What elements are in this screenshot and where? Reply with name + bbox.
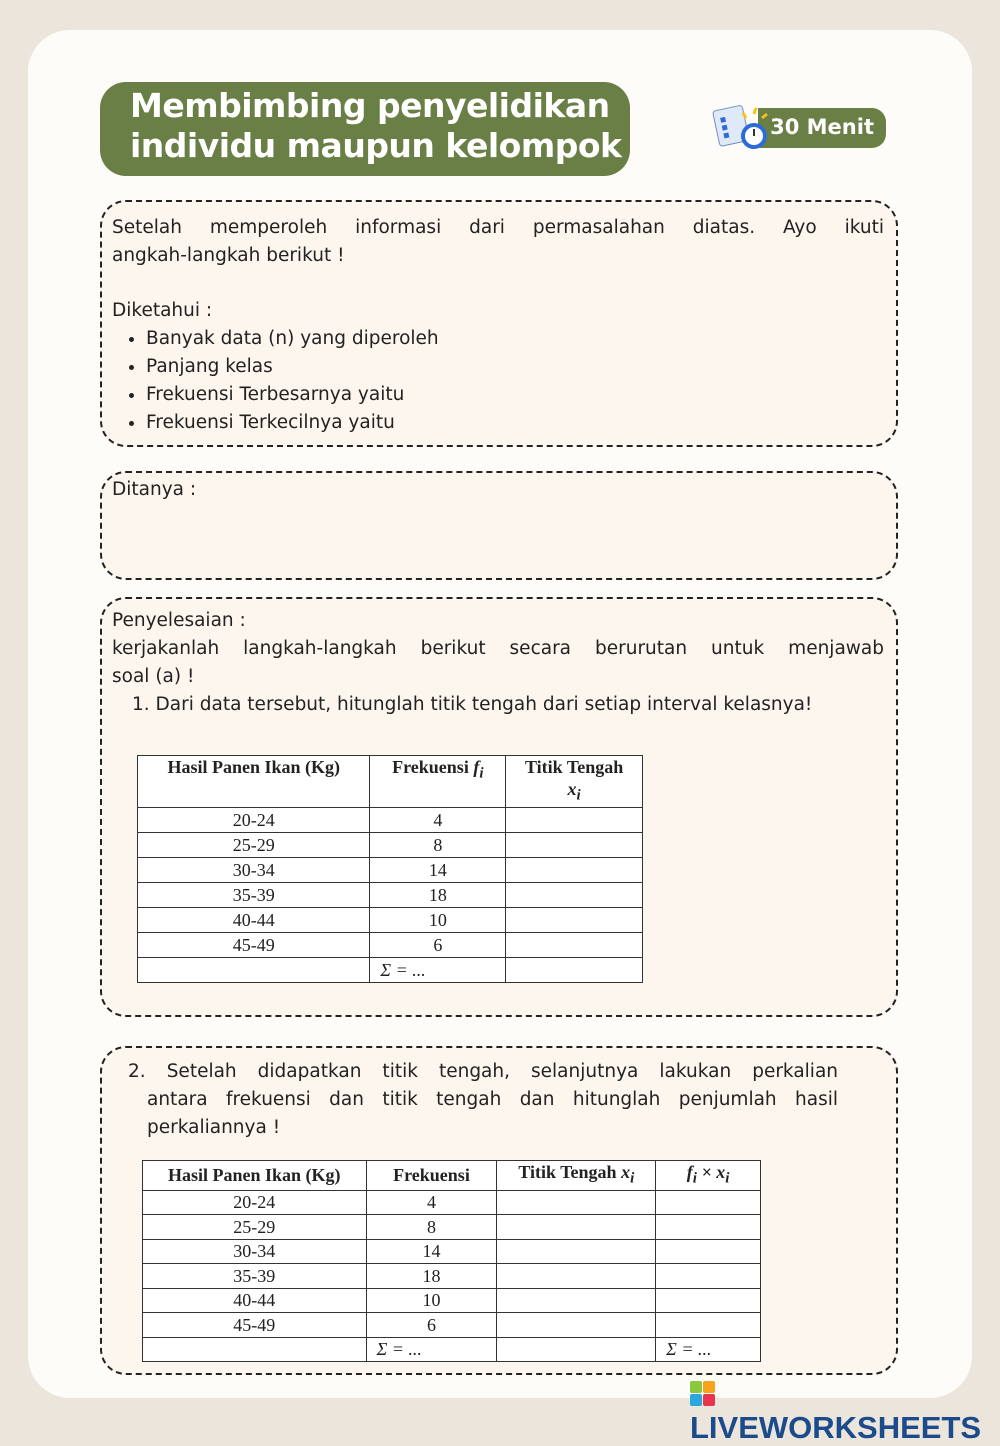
frequency-cell: 10: [366, 1288, 497, 1313]
table-row: [143, 1313, 761, 1338]
interval-cell: 30-34: [143, 1239, 367, 1264]
answer-cell[interactable]: [497, 1313, 656, 1338]
header-cell: Hasil Panen Ikan (Kg): [138, 756, 370, 808]
table-row: [138, 807, 643, 832]
interval-cell: 20-24: [143, 1190, 367, 1215]
table-cell: [138, 957, 370, 982]
answer-cell[interactable]: [506, 807, 643, 832]
answer-cell[interactable]: [497, 1337, 656, 1361]
answer-cell[interactable]: [506, 857, 643, 882]
header-cell: Hasil Panen Ikan (Kg): [143, 1161, 367, 1191]
interval-cell: 35-39: [138, 882, 370, 907]
table-row: [143, 1239, 761, 1264]
asked-box: [100, 471, 898, 580]
table-row: [138, 857, 643, 882]
answer-cell[interactable]: [656, 1215, 761, 1240]
asked-label: Ditanya :: [112, 479, 197, 500]
frequency-cell: 4: [370, 807, 506, 832]
table-row: [138, 932, 643, 957]
known-label: Diketahui :: [112, 300, 213, 321]
table-row: [143, 1190, 761, 1215]
answer-cell[interactable]: [497, 1239, 656, 1264]
list-item: • Frekuensi Terbesarnya yaitu: [146, 381, 884, 409]
sum-cell: Σ = ...: [370, 957, 506, 982]
table-cell: [143, 1337, 367, 1361]
step-text: perkaliannya !: [147, 1117, 281, 1138]
interval-cell: 20-24: [138, 807, 370, 832]
answer-cell[interactable]: [506, 882, 643, 907]
liveworksheets-logo: [690, 1374, 1000, 1445]
answer-cell[interactable]: [656, 1264, 761, 1289]
step-2: [128, 1058, 838, 1086]
list-item: • Panjang kelas: [146, 353, 884, 381]
known-box: [100, 200, 898, 447]
answer-cell[interactable]: [656, 1239, 761, 1264]
answer-cell[interactable]: [656, 1313, 761, 1338]
header-cell: [506, 756, 643, 808]
interval-cell: 30-34: [138, 857, 370, 882]
table-row: [138, 907, 643, 932]
symbol: x: [621, 1162, 631, 1182]
answer-cell[interactable]: [497, 1288, 656, 1313]
symbol-sub: i: [630, 1170, 635, 1187]
sum-cell: Σ = ...: [656, 1337, 761, 1361]
header-cell: [370, 756, 506, 808]
header-text: Titik Tengah: [525, 757, 624, 777]
answer-cell[interactable]: [506, 832, 643, 857]
table-row: [143, 1288, 761, 1313]
step-number: 1.: [132, 694, 150, 715]
table-row: [138, 832, 643, 857]
frequency-cell: 4: [366, 1190, 497, 1215]
title-line-1: Membimbing penyelidikan: [130, 86, 610, 125]
time-badge-label: 30 Menit: [770, 115, 874, 139]
frequency-cell: 8: [366, 1215, 497, 1240]
answer-cell[interactable]: [656, 1288, 761, 1313]
header-cell: [656, 1161, 761, 1191]
table-row: [138, 882, 643, 907]
interval-cell: 25-29: [138, 832, 370, 857]
midpoint-table: [137, 755, 643, 983]
interval-cell: 25-29: [143, 1215, 367, 1240]
header-text: Titik Tengah: [518, 1162, 617, 1182]
intro-text-2: angkah-langkah berikut !: [112, 245, 345, 266]
symbol: x: [567, 779, 577, 799]
answer-cell[interactable]: [497, 1190, 656, 1215]
answer-cell[interactable]: [506, 957, 643, 982]
frequency-cell: 14: [366, 1239, 497, 1264]
symbol-sub: i: [576, 787, 581, 804]
product-table: [142, 1160, 761, 1362]
frequency-cell: 8: [370, 832, 506, 857]
interval-cell: 40-44: [138, 907, 370, 932]
symbol-sub: i: [692, 1170, 697, 1187]
sum-cell: Σ = ...: [366, 1337, 497, 1361]
answer-cell[interactable]: [506, 907, 643, 932]
frequency-cell: 14: [370, 857, 506, 882]
logo-text: LIVEWORKSHEETS: [690, 1410, 982, 1445]
frequency-cell: 18: [366, 1264, 497, 1289]
symbol: × x: [696, 1162, 726, 1182]
intro-text: Setelah memperoleh informasi dari permasalahan diatas. Ayo ikuti: [112, 217, 884, 238]
time-badge: [758, 108, 886, 148]
list-item: • Banyak data (n) yang diperoleh: [146, 325, 884, 353]
interval-cell: 45-49: [143, 1313, 367, 1338]
interval-cell: 45-49: [138, 932, 370, 957]
known-list: [112, 325, 884, 437]
solution-instruction-2: soal (a) !: [112, 666, 195, 687]
symbol-sub: i: [479, 765, 484, 782]
answer-cell[interactable]: [497, 1264, 656, 1289]
checklist-stopwatch-icon: [710, 104, 770, 152]
title-line-2: individu maupun kelompok: [130, 126, 622, 165]
section-title: [100, 82, 630, 176]
table-row: [143, 1264, 761, 1289]
header-cell: Frekuensi: [366, 1161, 497, 1191]
logo-squares-icon: [690, 1381, 715, 1406]
symbol-sub: i: [725, 1170, 730, 1187]
frequency-cell: 18: [370, 882, 506, 907]
frequency-cell: 10: [370, 907, 506, 932]
solution-label: Penyelesaian :: [112, 610, 246, 631]
header-text: Frekuensi: [392, 757, 469, 777]
step-text: antara frekuensi dan titik tengah dan hitunglah penjumlah hasil: [147, 1089, 838, 1110]
step-text: Setelah didapatkan titik tengah, selanjutnya lakukan perkalian: [166, 1061, 839, 1082]
frequency-cell: 6: [366, 1313, 497, 1338]
frequency-cell: 6: [370, 932, 506, 957]
list-item: • Frekuensi Terkecilnya yaitu: [146, 409, 884, 437]
step-text: Dari data tersebut, hitunglah titik tengah dari setiap interval kelasnya!: [155, 694, 813, 715]
symbol: f: [473, 757, 480, 777]
interval-cell: 40-44: [143, 1288, 367, 1313]
table-row: [143, 1215, 761, 1240]
answer-cell[interactable]: [656, 1190, 761, 1215]
step-number: 2.: [128, 1061, 146, 1082]
answer-cell[interactable]: [506, 932, 643, 957]
symbol: f: [686, 1162, 693, 1182]
answer-cell[interactable]: [497, 1215, 656, 1240]
step-1: [132, 691, 884, 719]
header-cell: [497, 1161, 656, 1191]
solution-instruction: kerjakanlah langkah-langkah berikut secara berurutan untuk menjawab: [112, 638, 884, 659]
interval-cell: 35-39: [143, 1264, 367, 1289]
